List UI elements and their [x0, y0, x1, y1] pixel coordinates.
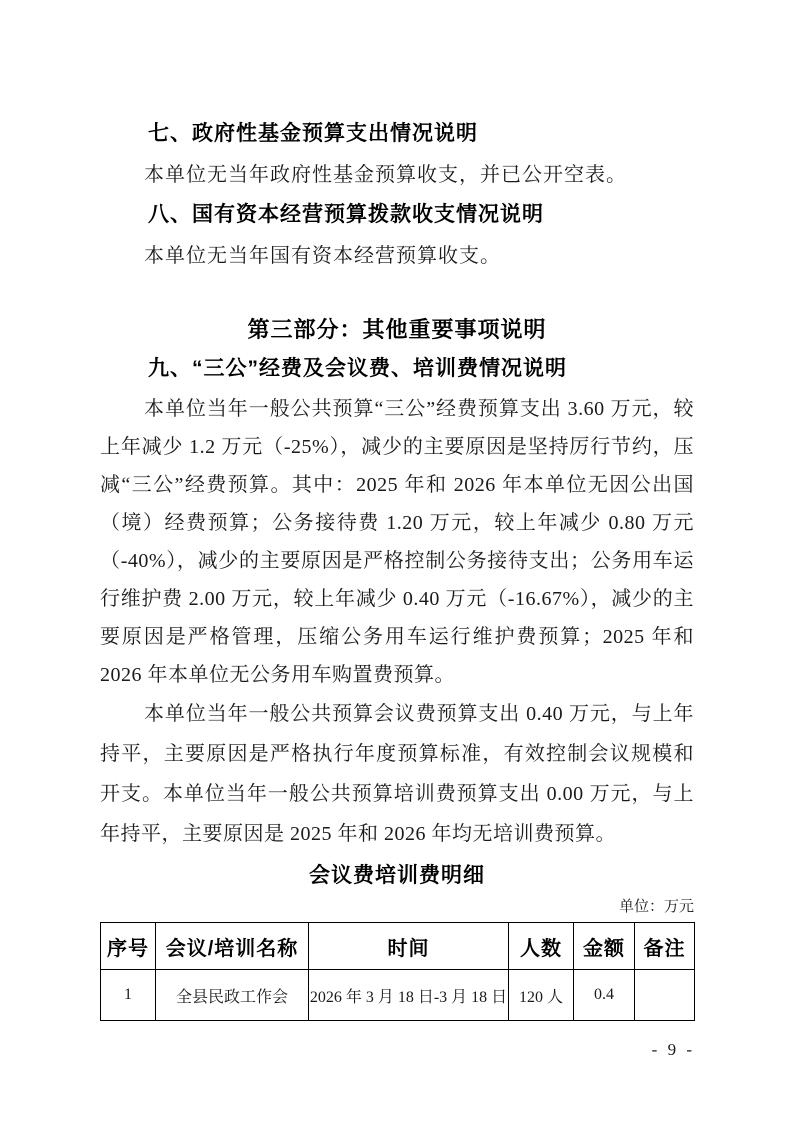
col-header-people: 人数: [509, 923, 574, 970]
cell-amount: 0.4: [574, 970, 635, 1021]
meeting-training-table: [100, 922, 695, 1021]
table-title: 会议费培训费明细: [309, 863, 485, 887]
table-row: [101, 970, 695, 1021]
cell-people: 120 人: [509, 970, 574, 1021]
section-7-heading: 七、政府性基金预算支出情况说明: [148, 122, 478, 145]
col-header-remark: 备注: [635, 923, 695, 970]
cell-name: 全县民政工作会: [156, 970, 309, 1021]
cell-time: 2026 年 3 月 18 日-3 月 18 日: [309, 970, 509, 1021]
meeting-training-expense-paragraph: 本单位当年一般公共预算会议费预算支出 0.40 万元，与上年持平，主要原因是严格执行年度预算标准，有效控制会议规模和开支。本单位当年一般公共预算培训费预算支出 0.00 万元，与上年持平，主要原因是 2025 年和 2026 年均无培训费预算。: [100, 703, 694, 845]
section-8-heading: 八、国有资本经营预算拨款收支情况说明: [148, 203, 544, 226]
unit-note: 单位：万元: [618, 899, 694, 915]
col-header-amount: 金额: [574, 923, 635, 970]
cell-index: 1: [101, 970, 156, 1021]
col-header-index: 序号: [101, 923, 156, 970]
col-header-time: 时间: [309, 923, 509, 970]
document-content: [100, 122, 694, 1021]
section-9-heading: 九、“三公”经费及会议费、培训费情况说明: [148, 357, 567, 380]
san-gong-expense-paragraph: 本单位当年一般公共预算“三公”经费预算支出 3.60 万元，较上年减少 1.2 万元（-25%），减少的主要原因是坚持厉行节约，压减“三公”经费预算。其中：2025 年和 2026 年本单位无因公出国（境）经费预算；公务接待费 1.20 万元，较上年减少 0.80 万元（-40%），减少的主要原因是严格控制公务接待支出；公务用车运行维护费 2.00 万元，较上年减少 0.40 万元（-16.67%），减少的主要原因是严格管理，压缩公务用车运行维护费预算；2025 年和 2026 年本单位无公务用车购置费预算。: [100, 398, 694, 686]
cell-remark: [635, 970, 695, 1021]
section-8-body: 本单位无当年国有资本经营预算收支。: [144, 245, 501, 267]
page-number: - 9 -: [651, 1040, 695, 1059]
section-7-body: 本单位无当年政府性基金预算收支，并已公开空表。: [144, 164, 627, 186]
col-header-name: 会议/培训名称: [156, 923, 309, 970]
table-header-row: [101, 923, 695, 970]
part3-heading: 第三部分：其他重要事项说明: [247, 317, 547, 342]
